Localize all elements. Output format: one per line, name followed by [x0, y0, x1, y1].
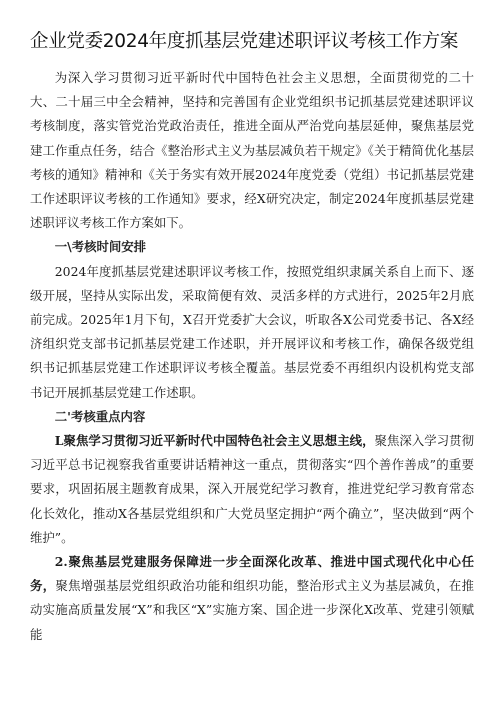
item-1-paragraph — [30, 429, 474, 550]
section-1-paragraph: 2024年度抓基层党建述职评议考核工作，按照党组织隶属关系自上而下、逐级开展，坚持从实际出发，采取简便有效、灵活多样的方式进行，2025年2月底前完成。2025年1月下旬，X召开党委扩大会议，听取各X公司党委书记、各X经济组织党支部书记抓基层党建工作述职，并开展评议和考核工作，确保各级党组织书记抓基层党建工作述职评议考核全覆盖。基层党委不再组织内设机构党支部书记开展抓基层党建工作述职。 — [30, 263, 474, 400]
item-2-lead: 2.聚焦基层党建服务保障进一步全面深化改革、推进中国式现代化中心任务， — [30, 554, 474, 594]
item-1-lead: L聚焦学习贯彻习近平新时代中国特色社会主义思想主线， — [54, 433, 375, 449]
document-title: 企业党委2024年度抓基层党建述职评议考核工作方案 — [30, 31, 459, 52]
item-2-body: 聚焦增强基层党组织政治功能和组织功能，整治形式主义为基层减负，在推动实施高质量发展“X”和我区“X”实施方案、国企进一步深化X改革、党建引领赋能 — [30, 578, 475, 642]
intro-paragraph: 为深入学习贯彻习近平新时代中国特色社会主义思想，全面贯彻党的二十大、二十届三中全会精神，坚持和完善国有企业党组织书记抓基层党建述职评议考核制度，落实管党治党政治责任，推进全面从严治党向基层延伸，聚焦基层党建工作重点任务，结合《整治形式主义为基层减负若干规定》《关于精简优化基层考核的通知》精神和《关于务实有效开展2024年度党委（党组）书记抓基层党建工作述职评议考核的工作通知》要求，经X研究决定，制定2024年度抓基层党建述职评议考核工作方案如下。 — [30, 70, 474, 231]
section-2-heading: 二'考核重点内容 — [54, 408, 146, 424]
section-1-heading: 一\考核时间安排 — [54, 239, 147, 255]
item-1-body: 聚焦深入学习贯彻习近平总书记视察我省重要讲话精神这一重点，贯彻落实“四个善作善成”的重要要求，巩固拓展主题教育成果，深入开展党纪学习教育，推进党纪学习教育常态化长效化，推动X各基层党组织和广大党员坚定拥护“两个确立”，坚决做到“两个维护”。 — [30, 433, 474, 545]
item-2-paragraph — [30, 550, 474, 647]
